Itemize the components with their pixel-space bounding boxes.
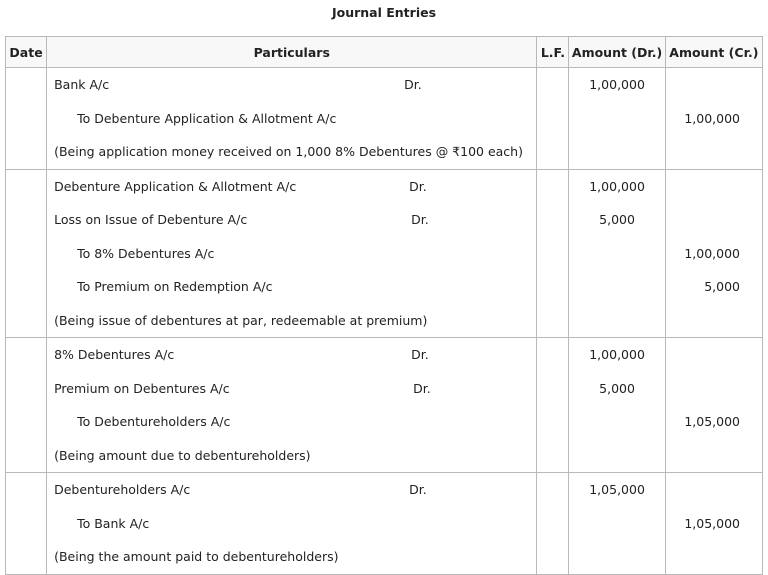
amount-dr: 5,000 [599,380,635,396]
amount-cr-cell [665,338,762,473]
account-name: (Being application money received on 1,000 8% Debentures @ ₹100 each) [54,144,523,160]
narration [47,540,536,574]
account-name: To Bank A/c [77,515,150,531]
header-lf: L.F. [537,37,569,68]
amount-cr [666,170,762,204]
amount-dr-cell [569,68,665,170]
account-name: (Being the amount paid to debentureholders) [54,549,339,565]
journal-entry-row [6,473,763,575]
dr-mark: Dr. [409,178,427,194]
narration [47,135,536,169]
amount-cr [666,203,762,237]
account-name: To Debentureholders A/c [77,414,231,430]
amount-dr-cell [569,338,665,473]
amount-dr: 1,00,000 [589,347,645,363]
amount-cr [666,540,762,574]
amount-dr [569,102,664,136]
account-name: Debenture Application & Allotment A/c [54,178,297,194]
credit-account [47,507,536,541]
narration [47,439,536,473]
amount-cr [666,304,762,338]
particulars-cell [47,169,537,338]
account-name: To 8% Debentures A/c [77,245,215,261]
account-name: (Being amount due to debentureholders) [54,447,311,463]
dr-mark: Dr. [404,77,422,93]
amount-dr [569,439,664,473]
journal-entry-row [6,169,763,338]
amount-dr-cell [569,473,665,575]
account-name: Loss on Issue of Debenture A/c [54,212,248,228]
dr-mark: Dr. [411,212,429,228]
amount-dr [569,540,664,574]
amount-dr [569,304,664,338]
journal-body [6,68,763,575]
amount-cr [666,439,762,473]
account-name: Bank A/c [54,77,110,93]
debit-account [47,473,536,507]
amount-cr: 1,00,000 [684,110,740,126]
amount-dr: 1,00,000 [589,178,645,194]
date-cell [6,169,47,338]
particulars-cell [47,473,537,575]
amount-cr [666,135,762,169]
amount-dr: 5,000 [599,212,635,228]
amount-cr [666,372,762,406]
particulars-cell [47,338,537,473]
credit-account [47,405,536,439]
amount-dr [569,135,664,169]
lf-cell [537,338,569,473]
lf-cell [537,169,569,338]
header-row [6,37,763,68]
credit-account [47,270,536,304]
journal-entry-row [6,338,763,473]
account-name: To Premium on Redemption A/c [77,279,273,295]
amount-cr [666,338,762,372]
amount-cr-cell [665,473,762,575]
account-name: To Debenture Application & Allotment A/c [77,110,337,126]
header-particulars: Particulars [47,37,537,68]
header-date: Date [6,37,47,68]
lf-cell [537,68,569,170]
amount-cr: 1,05,000 [684,515,740,531]
account-name: 8% Debentures A/c [54,347,175,363]
amount-cr [666,68,762,102]
narration [47,304,536,338]
journal-table [5,36,763,575]
debit-account [47,338,536,372]
account-name: Premium on Debentures A/c [54,380,230,396]
amount-dr [569,507,664,541]
header-amount-dr: Amount (Dr.) [569,37,665,68]
amount-dr-cell [569,169,665,338]
dr-mark: Dr. [411,347,429,363]
journal-entry-row [6,68,763,170]
lf-cell [537,473,569,575]
credit-account [47,237,536,271]
amount-dr: 1,00,000 [589,77,645,93]
amount-cr [666,473,762,507]
date-cell [6,473,47,575]
amount-cr-cell [665,68,762,170]
debit-account [47,170,536,204]
amount-cr: 1,00,000 [684,245,740,261]
date-cell [6,68,47,170]
amount-dr: 1,05,000 [589,482,645,498]
date-cell [6,338,47,473]
dr-mark: Dr. [413,380,431,396]
debit-account [47,372,536,406]
amount-cr: 5,000 [704,279,740,295]
amount-cr: 1,05,000 [684,414,740,430]
debit-account [47,203,536,237]
amount-dr [569,405,664,439]
dr-mark: Dr. [409,482,427,498]
amount-cr-cell [665,169,762,338]
account-name: Debentureholders A/c [54,482,191,498]
amount-dr [569,237,664,271]
header-amount-cr: Amount (Cr.) [665,37,762,68]
debit-account [47,68,536,102]
particulars-cell [47,68,537,170]
page-title: Journal Entries [331,5,437,20]
amount-dr [569,270,664,304]
account-name: (Being issue of debentures at par, redeemable at premium) [54,312,428,328]
credit-account [47,102,536,136]
